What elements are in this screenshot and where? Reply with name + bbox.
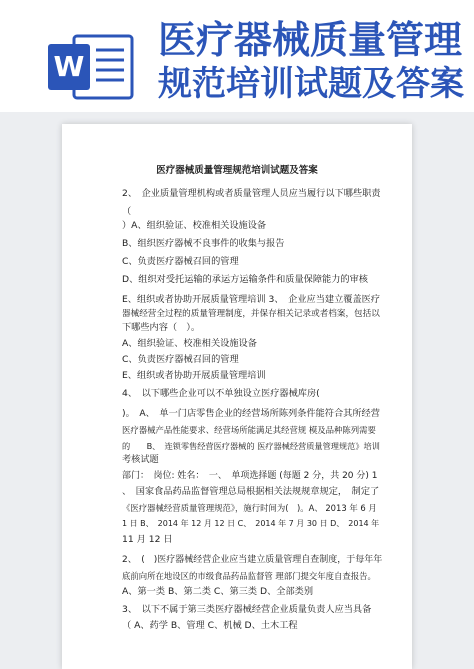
- document-line: 3、 以下不属于第三类医疗器械经营企业质量负责人应当具备: [122, 604, 372, 615]
- document-line: E、组织或者协助开展质量管理培训: [122, 370, 266, 381]
- document-line: 器械经营全过程的质量管理制度，并保存相关记录或者档案，包括以: [122, 309, 380, 319]
- header-banner: [0, 0, 474, 110]
- page-title-line-2: 规范培训试题及答案: [158, 64, 464, 104]
- document-line: D、组织对受托运输的承运方运输条件和质量保障能力的审核: [122, 274, 368, 285]
- document-line: （: [122, 206, 132, 217]
- document-page: [62, 124, 412, 669]
- document-line: 2、 企业质量管理机构或者质量管理人员应当履行以下哪些职责: [122, 188, 381, 199]
- document-line: 下哪些内容（ ）。: [122, 322, 201, 333]
- document-line: 11 月 12 日: [122, 534, 173, 545]
- document-line: )。 A、 单一门店零售企业的经营场所陈列条件能符合其所经营: [122, 408, 380, 419]
- document-line: E、组织或者协助开展质量管理培训 3、 企业应当建立覆盖医疗: [122, 294, 381, 305]
- page-title-line-1: 医疗器械质量管理: [158, 18, 463, 62]
- document-line: （ A、药学 B、管理 C、机械 D、土木工程: [122, 620, 298, 631]
- document-line: 2、 ( )医疗器械经营企业应当建立质量管理自查制度，于每年年: [122, 555, 383, 565]
- document-line: 医疗器械产品性能要求、经营场所能满足其经营规 模及品种陈列需要: [122, 425, 376, 435]
- document-line: 的 B、 连锁零售经营医疗器械的 医疗器械经营质量管理规范》培训: [122, 441, 380, 451]
- document-line: 、 国家食品药品监督管理总局根据相关法规规章规定， 制定了: [122, 486, 380, 497]
- document-line: B、组织医疗器械不良事件的收集与报告: [122, 238, 285, 249]
- document-line: C、负责医疗器械召回的管理: [122, 256, 239, 267]
- document-line: A、第一类 B、第二类 C、第三类 D、全部类别: [122, 586, 314, 597]
- document-line: 部门： 岗位: 姓名： 一、 单项选择题 (每题 2 分，共 20 分) 1: [122, 471, 378, 481]
- document-title: 医疗器械质量管理规范培训试题及答案: [156, 165, 318, 176]
- word-document-icon: [44, 30, 140, 102]
- document-line: 《医疗器械经营质量管理规范》，施行时间为( )。A、 2013 年 6 月: [122, 503, 377, 513]
- document-line: 底前向所在地设区的市级食品药品监督管 理部门提交年度自查报告。: [122, 571, 376, 581]
- document-line: A、组织验证、校准相关设施设备: [122, 338, 257, 349]
- svg-text:W: W: [53, 50, 85, 83]
- document-line: 4、 以下哪些企业可以不单独设立医疗器械库房(: [122, 388, 320, 399]
- document-line: 1 日 B、 2014 年 12 月 12 日 C、 2014 年 7 月 30 日 D、 2014 年: [122, 519, 380, 528]
- document-line: 考核试题: [122, 454, 159, 465]
- document-line: ）A、组织验证、校准相关设施设备: [122, 220, 267, 231]
- document-line: C、负责医疗器械召回的管理: [122, 354, 239, 365]
